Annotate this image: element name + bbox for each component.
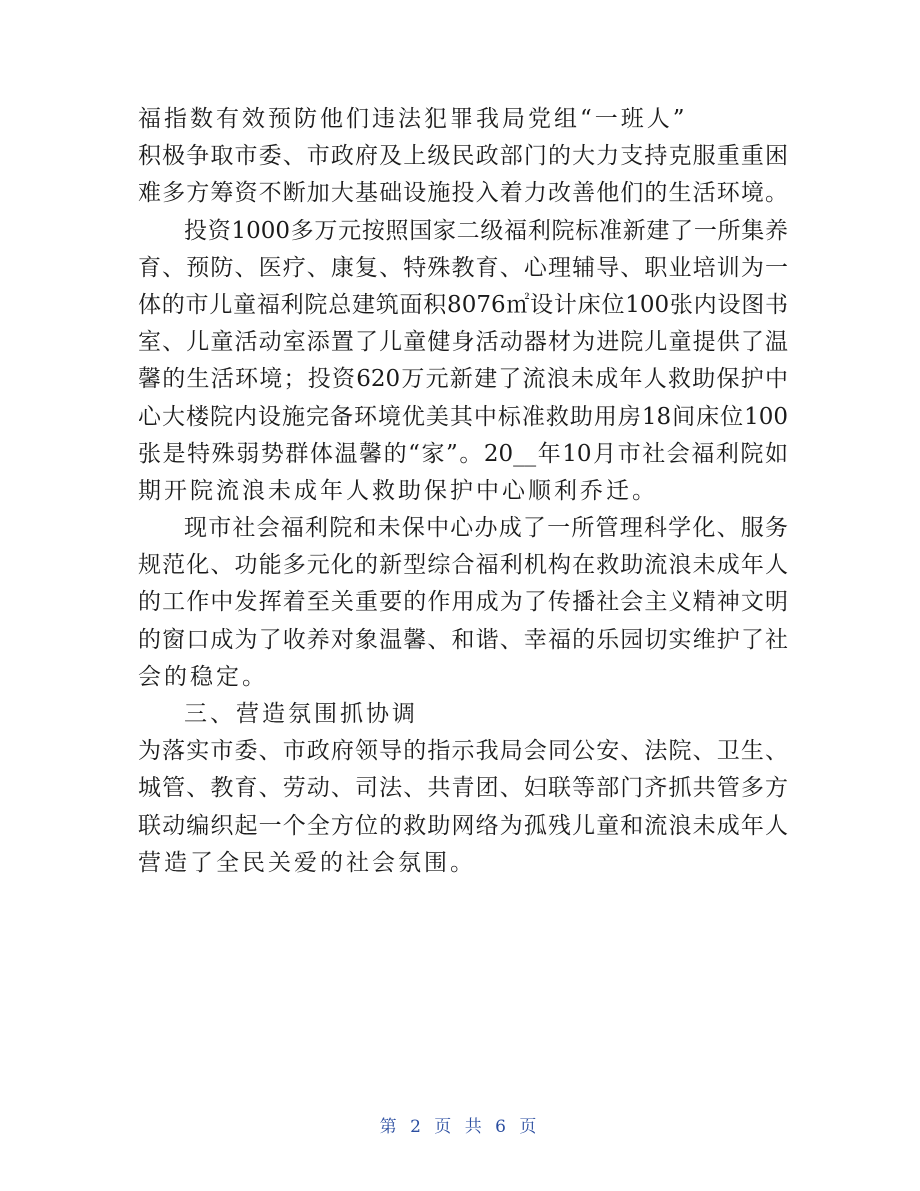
page-number-footer: 第 2 页 共 6 页: [379, 1117, 541, 1137]
text-line: 张是特殊弱势群体温馨的“家”。20__年10月市社会福利院如: [138, 440, 788, 467]
text-line: 三、营造氛围抓协调: [184, 701, 418, 727]
text-line: 福指数有效预防他们违法犯罪我局党组“一班人”: [138, 106, 688, 132]
text-line: 城管、教育、劳动、司法、共青团、妇联等部门齐抓共管多方: [138, 775, 788, 802]
text-line: 馨的生活环境；投资620万元新建了流浪未成年人救助保护中: [138, 366, 788, 393]
text-line: 投资1000多万元按照国家二级福利院标准新建了一所集养: [184, 217, 788, 244]
text-line: 的窗口成为了收养对象温馨、和谐、幸福的乐园切实维护了社: [138, 626, 788, 653]
text-line: 心大楼院内设施完备环境优美其中标准救助用房18间床位100: [138, 403, 788, 430]
text-line: 现市社会福利院和未保中心办成了一所管理科学化、服务: [184, 515, 788, 542]
text-line: 室、儿童活动室添置了儿童健身活动器材为进院儿童提供了温: [138, 329, 788, 356]
text-line: 会的稳定。: [138, 663, 268, 690]
text-line: 期开院流浪未成年人救助保护中心顺利乔迁。: [138, 477, 658, 504]
text-line: 的工作中发挥着至关重要的作用成为了传播社会主义精神文明: [138, 589, 788, 616]
text-line: 为落实市委、市政府领导的指示我局会同公安、法院、卫生、: [138, 738, 788, 765]
text-line: 体的市儿童福利院总建筑面积8076㎡设计床位100张内设图书: [138, 291, 788, 318]
text-line: 联动编织起一个全方位的救助网络为孤残儿童和流浪未成年人: [138, 812, 788, 839]
text-line: 育、预防、医疗、康复、特殊教育、心理辅导、职业培训为一: [138, 254, 788, 281]
text-line: 营造了全民关爱的社会氛围。: [138, 849, 476, 876]
text-line: 规范化、功能多元化的新型综合福利机构在救助流浪未成年人: [138, 552, 788, 579]
text-line: 难多方筹资不断加大基础设施投入着力改善他们的生活环境。: [138, 180, 788, 207]
document-body: [138, 101, 788, 882]
text-line: 积极争取市委、市政府及上级民政部门的大力支持克服重重困: [138, 143, 788, 170]
